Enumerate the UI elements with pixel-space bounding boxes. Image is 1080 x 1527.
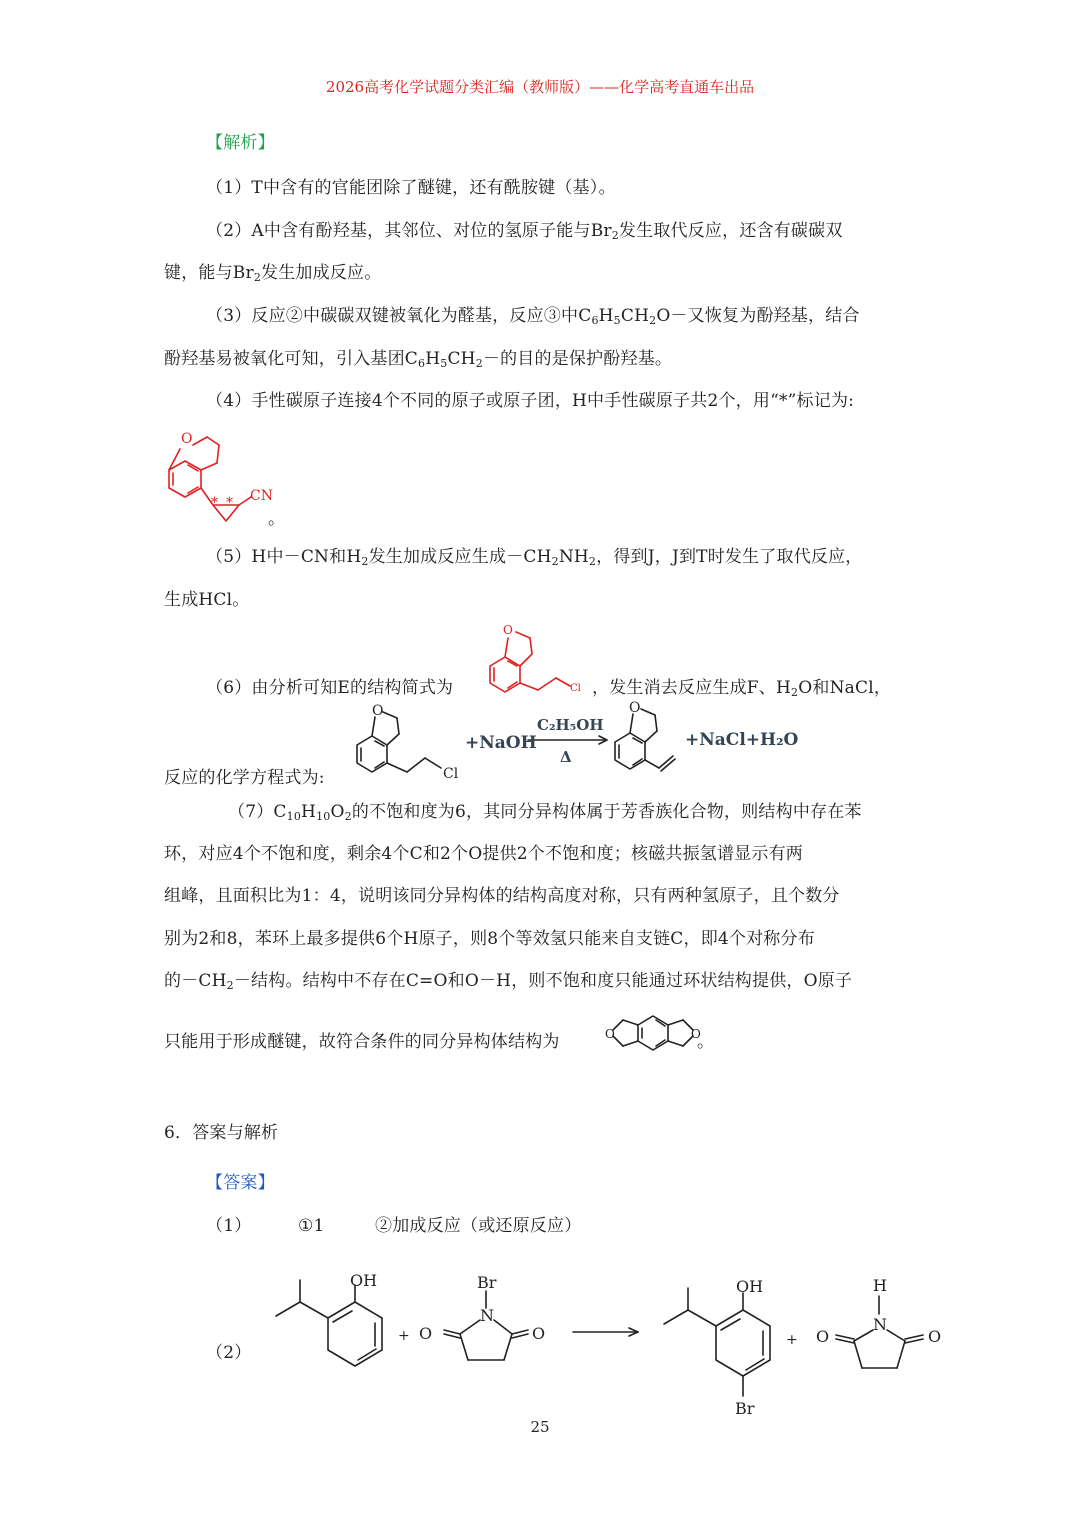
oxygen-label: O [372, 703, 384, 719]
plus-sign: + [398, 1328, 410, 1344]
analysis-part-5-line1: （5）H中－CN和$H_2$发生加成反应生成$-CH_2NH_2$，得到J，J到T时发生了取代反应， [206, 547, 863, 568]
page-number: 25 [530, 1418, 550, 1436]
bromine-label: Br [477, 1273, 497, 1292]
chiral-structure-h [155, 425, 285, 525]
oxygen-label: O [816, 1327, 830, 1346]
analysis-part-3-line1: （3）反应②中碳碳双键被氧化为醛基，反应③中$C_6H_5CH_2O-$又恢复为酚羟基，结合 [206, 306, 860, 327]
byproducts: +NaCl+H₂O [685, 730, 799, 750]
answer-2-number: （2） [206, 1343, 252, 1363]
analysis-part-6-text-c: 反应的化学方程式为: [164, 768, 325, 788]
hydroxyl-label: OH [736, 1277, 764, 1296]
analysis-part-2-line1: （2）A中含有酚羟基，其邻位、对位的氢原子能与$Br_2$发生取代反应，还含有碳碳双 [206, 221, 843, 242]
hydroxyl-label: OH [350, 1271, 378, 1290]
chlorine-label: Cl [570, 683, 581, 694]
answer-1-part-2: ②加成反应（或还原反应） [375, 1216, 582, 1236]
cn-label: CN [250, 488, 273, 504]
oxygen-label: O [928, 1327, 942, 1346]
analysis-part-4: （4）手性碳原子连接4个不同的原子或原子团，H中手性碳原子共2个，用“*”标记为: [206, 391, 855, 411]
analysis-part-2-line2: 键，能与$Br_2$发生加成反应。 [164, 263, 382, 284]
nitrogen-label: N [480, 1306, 494, 1325]
elimination-reaction-equation [345, 700, 799, 788]
oxygen-label: O [605, 1027, 615, 1041]
oxygen-label: O [419, 1324, 433, 1343]
part-4-end: 。 [268, 509, 286, 529]
oxygen-label: O [691, 1027, 701, 1041]
nitrogen-label: N [873, 1315, 887, 1334]
naoh-reagent: +NaOH [465, 733, 537, 753]
analysis-part-5-line2: 生成HCl。 [164, 590, 250, 610]
isomer-structure [603, 1010, 703, 1052]
answer-1-part-1: ①1 [298, 1216, 325, 1236]
part-7-end: 。 [697, 1032, 715, 1052]
bromination-reaction-equation [268, 1268, 958, 1438]
heat-symbol: Δ [560, 748, 572, 766]
analysis-part-7-line5: 的$-CH_2-$结构。结构中不存在C=O和O－H，则不饱和度只能通过环状结构提供，O原子 [164, 971, 853, 992]
analysis-part-1: （1）T中含有的官能团除了醚键，还有酰胺键（基）。 [206, 178, 616, 198]
hydrogen-label: H [873, 1276, 887, 1295]
oxygen-label: O [503, 623, 513, 637]
chiral-star-1: * [211, 495, 218, 511]
structure-e [484, 620, 594, 692]
analysis-part-6-text-a: （6）由分析可知E的结构简式为 [206, 678, 454, 698]
analysis-part-6-text-b: ，发生消去反应生成F、$H_2O$和NaCl， [592, 678, 892, 699]
analysis-part-7-line3: 组峰，且面积比为1：4，说明该同分异构体的结构高度对称，只有两种氢原子，且个数分 [164, 886, 840, 906]
oxygen-label: O [532, 1324, 546, 1343]
analysis-part-7-line4: 别为2和8，苯环上最多提供6个H原子，则8个等效氢只能来自支链C，即4个对称分布 [164, 929, 815, 949]
bromine-label: Br [735, 1399, 755, 1418]
answer-label: 【答案】 [206, 1173, 275, 1193]
analysis-part-7-line2: 环，对应4个不饱和度，剩余4个C和2个O提供2个不饱和度；核磁共振氢谱显示有两 [164, 844, 804, 864]
solvent-label: C₂H₅OH [537, 716, 604, 734]
analysis-label: 【解析】 [206, 133, 275, 153]
page-header: 2026高考化学试题分类汇编（教师版）——化学高考直通车出品 [325, 78, 755, 96]
analysis-part-3-line2: 酚羟基易被氧化可知，引入基团$C_6H_5CH_2-$的目的是保护酚羟基。 [164, 349, 673, 370]
oxygen-label: O [629, 700, 641, 716]
chiral-star-2: * [226, 495, 233, 511]
question-6-title: 6．答案与解析 [164, 1123, 279, 1143]
answer-1-number: （1） [206, 1216, 252, 1236]
analysis-part-7-line6: 只能用于形成醚键，故符合条件的同分异构体结构为 [164, 1032, 560, 1052]
plus-sign: + [786, 1332, 798, 1348]
oxygen-label: O [181, 431, 193, 447]
chlorine-label: Cl [443, 766, 459, 782]
analysis-part-7-line1: $(7)C_{10}H_{10}O_2$的不饱和度为6，其同分异构体属于芳香族化合物，则结构中存在苯 [228, 802, 862, 823]
